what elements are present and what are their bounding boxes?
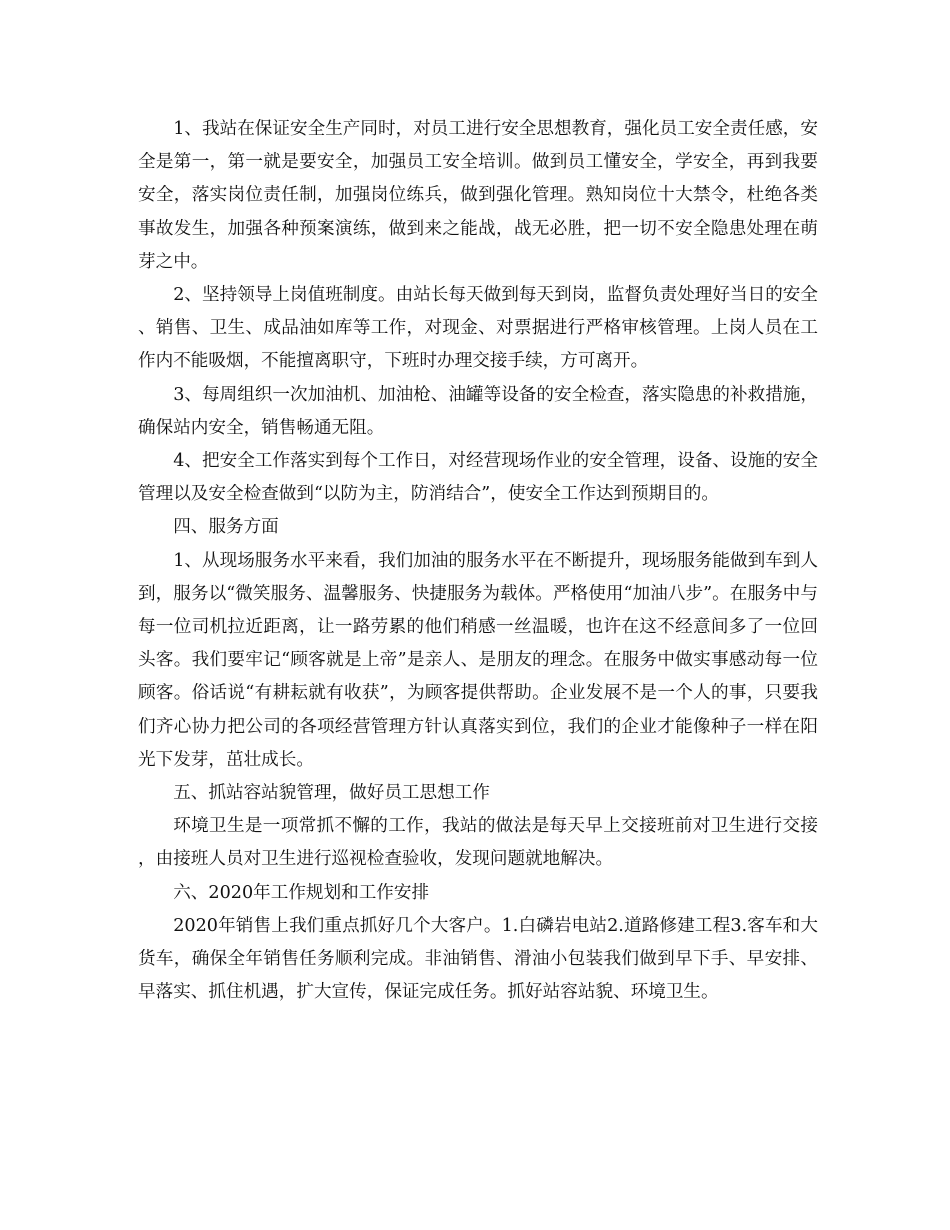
paragraph-leader-duty: 2、坚持领导上岗值班制度。由站长每天做到每天到岗，监督负责处理好当日的安全、销售、卫生、成品油如库等工作，对现金、对票据进行严格审核管理。上岗人员在工作内不能吸烟，不能擅离职守，下班时办理交接手续，方可离开。 [138, 285, 818, 372]
paragraph-daily-safety: 4、把安全工作落实到每个工作日，对经营现场作业的安全管理，设备、设施的安全管理以及安全检查做到“以防为主，防消结合”，使安全工作达到预期目的。 [138, 451, 818, 505]
paragraph-2020-sales: 2020年销售上我们重点抓好几个大客户。1.白磷岩电站2.道路修建工程3.客车和大货车，确保全年销售任务顺利完成。非油销售、滑油小包装我们做到早下手、早安排、早落实、抓住机遇，扩大宣传，保证完成任务。抓好站容站貌、环境卫生。 [138, 915, 818, 1003]
heading-service: 四、服务方面 [173, 517, 279, 538]
paragraph-environment-hygiene: 环境卫生是一项常抓不懈的工作，我站的做法是每天早上交接班前对卫生进行交接，由接班人员对卫生进行巡视检查验收，发现问题就地解决。 [138, 816, 818, 870]
heading-2020-plan: 六、2020年工作规划和工作安排 [173, 882, 430, 903]
heading-station-management: 五、抓站容站貌管理，做好员工思想工作 [173, 783, 490, 804]
document-body [138, 113, 818, 1009]
paragraph-service-level: 1、从现场服务水平来看，我们加油的服务水平在不断提升，现场服务能做到车到人到，服务以“微笑服务、温馨服务、快捷服务为载体。严格使用“加油八步”。在服务中与每一位司机拉近距离，让一路劳累的他们稍感一丝温暖，也许在这不经意间多了一位回头客。我们要牢记“顾客就是上帝”是亲人、是朋友的理念。在服务中做实事感动每一位顾客。俗话说“有耕耘就有收获”，为顾客提供帮助。企业发展不是一个人的事，只要我们齐心协力把公司的各项经营管理方针认真落实到位，我们的企业才能像种子一样在阳光下发芽，茁壮成长。 [138, 550, 818, 770]
paragraph-safety-education: 1、我站在保证安全生产同时，对员工进行安全思想教育，强化员工安全责任感，安全是第一，第一就是要安全，加强员工安全培训。做到员工懂安全，学安全，再到我要安全，落实岗位责任制，加强岗位练兵，做到强化管理。熟知岗位十大禁令，杜绝各类事故发生，加强各种预案演练，做到来之能战，战无必胜，把一切不安全隐患处理在萌芽之中。 [138, 119, 818, 272]
paragraph-weekly-inspection: 3、每周组织一次加油机、加油枪、油罐等设备的安全检查，落实隐患的补救措施，确保站内安全，销售畅通无阻。 [138, 384, 818, 438]
